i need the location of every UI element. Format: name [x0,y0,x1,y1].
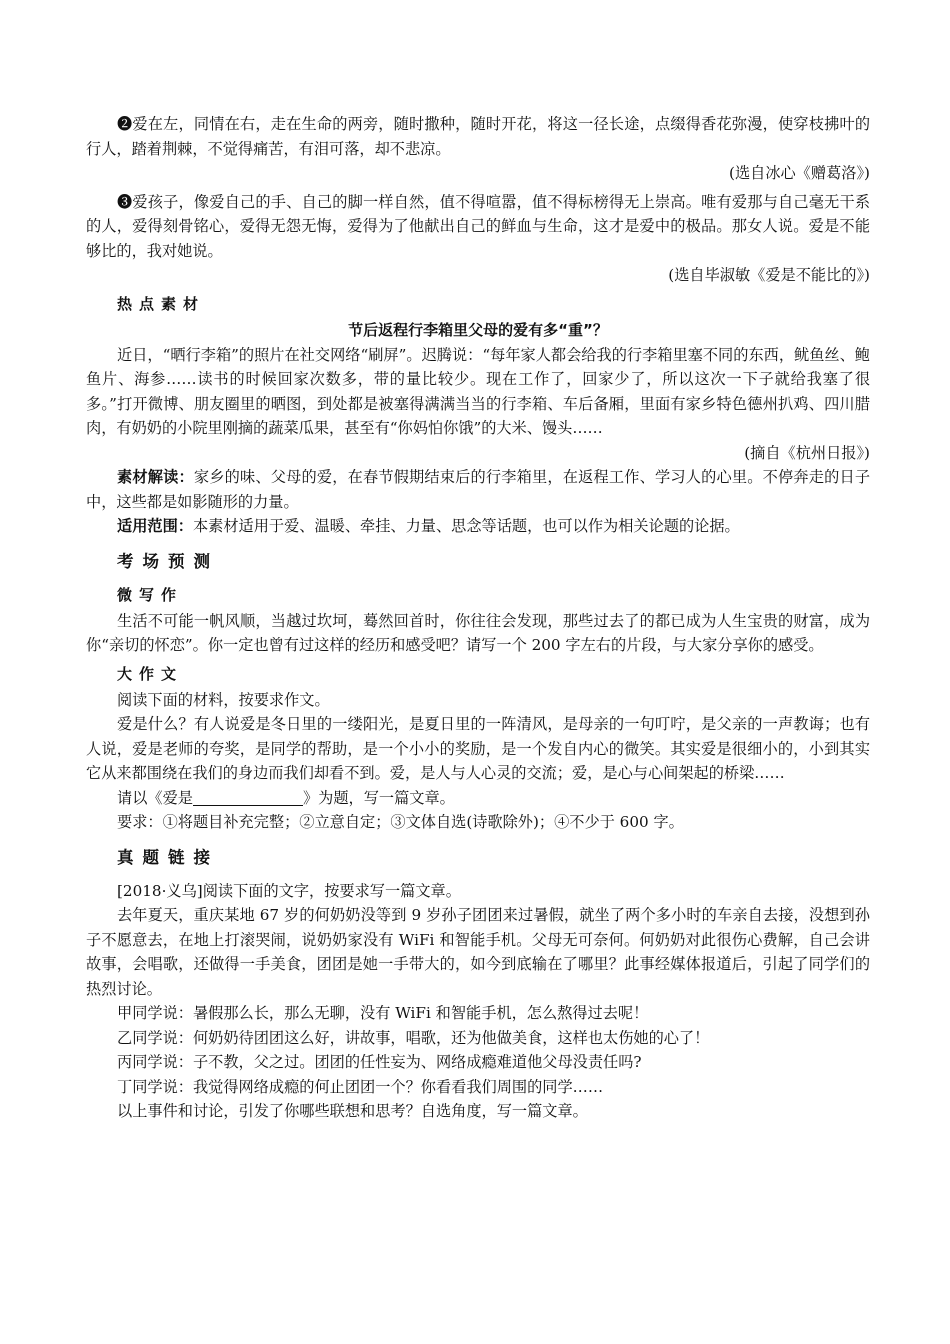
title-blank [193,789,303,806]
quote-bishumin-source: (选自毕淑敏《爱是不能比的》) [668,266,870,284]
interpretation-label: 素材解读： [117,468,194,486]
student-d-comment: 丁同学说：我觉得网络成瘾的何止团团一个？你看看我们周围的同学…… [117,1077,603,1096]
essay-intro: 阅读下面的材料，按要求作文。 [117,690,330,709]
hot-material-heading: 热点素材 [117,294,206,313]
essay-prompt [86,786,870,811]
hot-material-source: (摘自《杭州日报》) [744,443,870,462]
material-interpretation [86,465,870,514]
essay-material: 爱是什么？有人说爱是冬日里的一缕阳光，是夏日里的一阵清风，是母亲的一句叮咛，是父亲的一声教诲；也有人说，爱是老师的夸奖，是同学的帮助，是一个小小的奖励，是一个发自内心的微笑。其实爱是很细小的，小到其实它从来都围绕在我们的身边而我们却看不到。爱，是人与人心灵的交流；爱，是心与心间架起的桥梁…… [86,715,870,782]
micro-writing-text: 生活不可能一帆风顺，当越过坎坷，蓦然回首时，你往往会发现，那些过去了的都已成为人生宝贵的财富，成为你“亲切的怀恋”。你一定也曾有过这样的经历和感受吧？请写一个 200 字左右的片段，与大家分享你的感受。 [86,611,870,654]
essay-heading: 大作文 [117,664,184,683]
student-a-comment: 甲同学说：暑假那么长，那么无聊，没有 WiFi 和智能手机，怎么熬得过去呢！ [117,1004,649,1022]
essay-prompt-start: 请以《爱是 [117,788,193,807]
quote-bingxin: ❷爱在左，同情在右，走在生命的两旁，随时撒种，随时开花，将这一径长途，点缀得香花弥漫，使穿枝拂叶的行人，踏着荆棘，不觉得痛苦，有泪可落，却不悲凉。 [86,115,870,158]
exam-prediction-heading: 考场预测 [117,551,219,571]
student-b-comment: 乙同学说：何奶奶待团团这么好，讲故事，唱歌，还为他做美食，这样也太伤她的心了！ [117,1028,710,1047]
document-page [86,112,870,1124]
real-exam-heading: 真题链接 [117,847,219,867]
applicable-scope [86,514,870,539]
student-c-comment: 丙同学说：子不教，父之过。团团的任性妄为、网络成瘾难道他父母没责任吗? [117,1053,642,1071]
essay-prompt-end: 》为题，写一篇文章。 [302,788,455,807]
real-exam-story: 去年夏天，重庆某地 67 岁的何奶奶没等到 9 岁孙子团团来过暑假，就坐了两个多小时的车亲自去接，没想到孙子不愿意去，在地上打滚哭闹，说奶奶家没有 WiFi 和智能手机。父母无可奈何。何奶奶对此很伤心费解，自己会讲故事，会唱歌，还做得一手美食，团团是她一手带大的，如今到底输在了哪里？此事经媒体报道后，引起了同学们的热烈讨论。 [86,906,870,998]
micro-writing-heading: 微写作 [117,585,184,604]
quote-bishumin: ❸爱孩子，像爱自己的手、自己的脚一样自然，值不得喧嚣，值不得标榜得无上崇高。唯有爱那与自己毫无干系的人，爱得刻骨铭心，爱得无怨无悔，爱得为了他献出自己的鲜血与生命，这才是爱中的极品。那女人说。爱是不能够比的，我对她说。 [86,192,870,260]
real-exam-task: 以上事件和讨论，引发了你哪些联想和思考？自选角度，写一篇文章。 [117,1102,588,1120]
scope-label: 适用范围： [117,517,193,535]
hot-material-body: 近日，“晒行李箱”的照片在社交网络“刷屏”。迟腾说：“每年家人都会给我的行李箱里塞不同的东西，鱿鱼丝、鲍鱼片、海参……读书的时候回家次数多，带的量比较少。现在工作了，回家少了，所以这次一下子就给我塞了很多。”打开微博、朋友圈里的晒图，到处都是被塞得满满当当的行李箱、车后备厢，里面有家乡特色德州扒鸡、四川腊肉，有奶奶的小院里刚摘的蔬菜瓜果，甚至有“你妈怕你饿”的大米、馒头…… [86,345,870,437]
essay-requirements: 要求：①将题目补充完整；②立意自定；③文体自选(诗歌除外)；④不少于 600 字。 [117,813,684,831]
scope-text: 本素材适用于爱、温暖、牵挂、力量、思念等话题，也可以作为相关论题的论据。 [192,517,740,535]
hot-material-title: 节后返程行李箱里父母的爱有多“重”？ [348,320,608,339]
real-exam-intro: [2018·义乌]阅读下面的文字，按要求写一篇文章。 [117,881,461,900]
quote-bingxin-source: (选自冰心《赠葛洛》) [729,164,870,182]
interpretation-text: 家乡的味、父母的爱，在春节假期结束后的行李箱里，在返程工作、学习人的心里。不停奔走的日子中，这些都是如影随形的力量。 [86,468,871,511]
